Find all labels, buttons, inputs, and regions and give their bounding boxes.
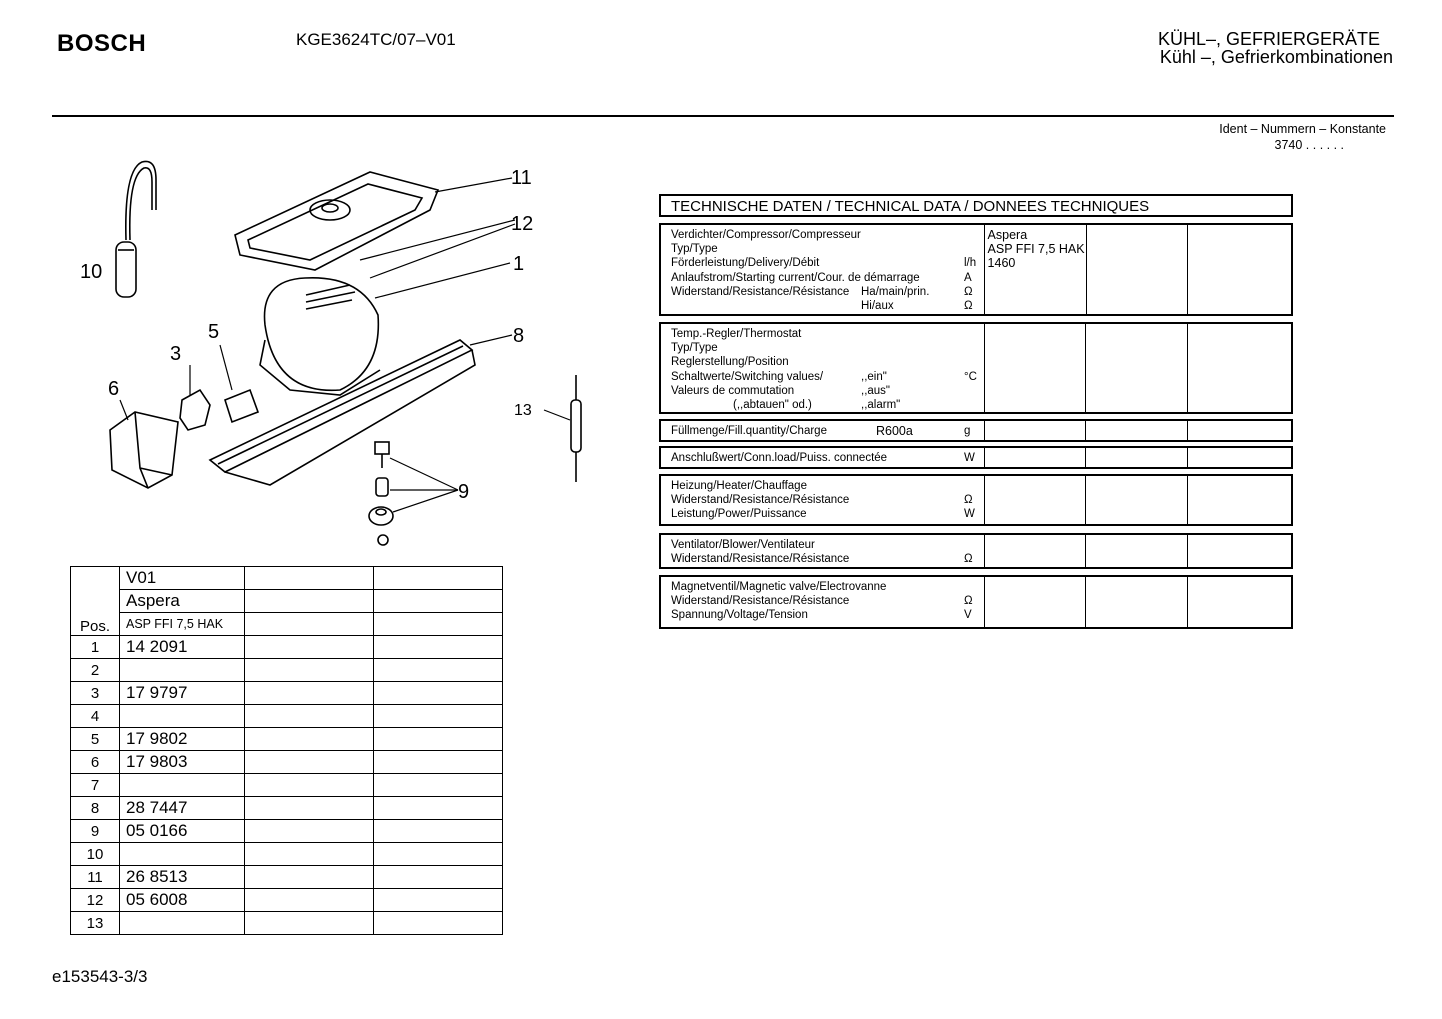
callout-6: 6 bbox=[108, 378, 120, 400]
capacitor-part bbox=[116, 161, 156, 297]
starting-current-label: Anlaufstrom/Starting current/Cour. de démarrage bbox=[671, 271, 920, 284]
table-row bbox=[71, 912, 503, 935]
on-label: ,,ein" bbox=[861, 370, 887, 383]
category-subtitle: Kühl –, Gefrierkombinationen bbox=[1159, 47, 1393, 67]
valve-voltage-label: Spannung/Voltage/Tension bbox=[671, 609, 808, 622]
off-label: ,,aus" bbox=[861, 384, 891, 397]
part-number: 05 6008 bbox=[120, 889, 245, 912]
ident-value: 3740 . . . . . . bbox=[1274, 138, 1344, 152]
table-row bbox=[71, 636, 503, 659]
brand-logo: BOSCH bbox=[57, 30, 147, 57]
compressor-type: ASP FFI 7,5 HAK bbox=[987, 242, 1085, 256]
compressor-label: Verdichter/Compressor/Compresseur bbox=[671, 229, 861, 241]
valve-label: Magnetventil/Magnetic valve/Electrovanne bbox=[671, 581, 887, 593]
tech-title: TECHNISCHE DATEN / TECHNICAL DATA / DONNEES TECHNIQUES bbox=[659, 194, 1293, 217]
type-label: Typ/Type bbox=[671, 243, 718, 256]
model-number: KGE3624TC/07–V01 bbox=[296, 30, 456, 49]
relay-parts bbox=[180, 390, 258, 430]
valve-section bbox=[659, 575, 1293, 629]
delivery-unit: l/h bbox=[964, 257, 977, 270]
mounting-rail-part bbox=[210, 340, 475, 485]
pos-number: 5 bbox=[71, 728, 120, 751]
heater-label: Heizung/Heater/Chauffage bbox=[671, 480, 807, 492]
callout-5: 5 bbox=[208, 321, 220, 343]
resistance-label: Widerstand/Resistance/Résistance bbox=[671, 285, 850, 298]
gram-unit: g bbox=[964, 425, 971, 437]
part-number: 17 9802 bbox=[120, 728, 245, 751]
part-number bbox=[120, 774, 245, 797]
compressor-part bbox=[260, 278, 380, 395]
part-number: 14 2091 bbox=[120, 636, 245, 659]
thermostat-label: Temp.-Regler/Thermostat bbox=[671, 328, 802, 340]
header-type: ASP FFI 7,5 HAK bbox=[120, 613, 245, 636]
pos-number: 6 bbox=[71, 751, 120, 774]
refrigerant: R600a bbox=[876, 424, 913, 438]
main-winding: Ha/main/prin. bbox=[861, 285, 930, 298]
table-row bbox=[71, 866, 503, 889]
pos-number: 2 bbox=[71, 659, 120, 682]
table-row bbox=[71, 751, 503, 774]
table-row bbox=[71, 728, 503, 751]
leader-lines bbox=[120, 178, 570, 512]
pos-number: 11 bbox=[71, 866, 120, 889]
callout-1: 1 bbox=[513, 253, 525, 275]
header-manufacturer: Aspera bbox=[120, 590, 245, 613]
watt-unit: W bbox=[964, 508, 975, 521]
table-row bbox=[71, 843, 503, 866]
part-number: 17 9803 bbox=[120, 751, 245, 774]
table-row bbox=[71, 659, 503, 682]
volt-unit: V bbox=[964, 609, 972, 622]
current-unit: A bbox=[964, 271, 972, 284]
table-row bbox=[71, 820, 503, 843]
part-number bbox=[120, 705, 245, 728]
compressor-section bbox=[659, 223, 1293, 316]
parts-table bbox=[70, 566, 503, 935]
part-number: 28 7447 bbox=[120, 797, 245, 820]
pos-number: 1 bbox=[71, 636, 120, 659]
ohm-unit: Ω bbox=[964, 285, 973, 298]
pos-number: 9 bbox=[71, 820, 120, 843]
aux-winding: Hi/aux bbox=[861, 300, 894, 313]
table-row bbox=[71, 889, 503, 912]
heater-section bbox=[659, 474, 1293, 526]
table-row bbox=[71, 705, 503, 728]
commutation-label: Valeurs de commutation bbox=[671, 384, 795, 397]
thermostat-type-label: Typ/Type bbox=[671, 342, 718, 355]
charge-section bbox=[659, 419, 1293, 442]
connected-load-label: Anschlußwert/Conn.load/Puiss. connectée bbox=[671, 452, 888, 464]
callout-9: 9 bbox=[458, 481, 470, 503]
table-row bbox=[71, 682, 503, 705]
blower-resistance-label: Widerstand/Resistance/Résistance bbox=[671, 553, 850, 566]
tray-part bbox=[235, 172, 438, 270]
pos-number: 12 bbox=[71, 889, 120, 912]
pos-number: 7 bbox=[71, 774, 120, 797]
thermostat-section bbox=[659, 322, 1293, 414]
table-row bbox=[71, 797, 503, 820]
blower-label: Ventilator/Blower/Ventilateur bbox=[671, 539, 815, 551]
switching-label: Schaltwerte/Switching values/ bbox=[671, 370, 824, 383]
callout-10: 10 bbox=[80, 261, 103, 283]
fastener-parts bbox=[369, 442, 393, 545]
pos-number: 13 bbox=[71, 912, 120, 935]
watt-unit: W bbox=[964, 452, 975, 464]
table-row bbox=[71, 774, 503, 797]
compressor-delivery: 1460 bbox=[987, 256, 1016, 270]
cover-part bbox=[110, 412, 178, 488]
pos-number: 4 bbox=[71, 705, 120, 728]
alarm-label: ,,alarm" bbox=[861, 399, 901, 412]
ohm-unit: Ω bbox=[964, 595, 973, 608]
valve-resistance-label: Widerstand/Resistance/Résistance bbox=[671, 595, 850, 608]
part-number bbox=[120, 659, 245, 682]
pos-number: 3 bbox=[71, 682, 120, 705]
exploded-diagram bbox=[60, 150, 600, 560]
defrost-label: (,,abtauen" od.) bbox=[733, 399, 812, 412]
heater-power-label: Leistung/Power/Puissance bbox=[671, 508, 807, 521]
header-version: V01 bbox=[120, 567, 245, 590]
celsius-unit: °C bbox=[964, 370, 977, 383]
position-label: Reglerstellung/Position bbox=[671, 356, 789, 369]
pos-header: Pos. bbox=[71, 567, 120, 636]
delivery-label: Förderleistung/Delivery/Débit bbox=[671, 257, 820, 270]
ohm-unit: Ω bbox=[964, 300, 973, 313]
heater-resistance-label: Widerstand/Resistance/Résistance bbox=[671, 494, 850, 507]
connected-load-section bbox=[659, 446, 1293, 469]
ohm-unit: Ω bbox=[964, 553, 973, 566]
callout-11: 11 bbox=[511, 167, 532, 189]
part-number bbox=[120, 843, 245, 866]
callout-8: 8 bbox=[513, 325, 525, 347]
part-number: 05 0166 bbox=[120, 820, 245, 843]
callout-3: 3 bbox=[170, 343, 182, 365]
part-number bbox=[120, 912, 245, 935]
callout-12: 12 bbox=[511, 213, 534, 235]
charge-label: Füllmenge/Fill.quantity/Charge bbox=[671, 425, 827, 437]
category-title: KÜHL–, GEFRIERGERÄTE bbox=[1157, 29, 1380, 49]
ohm-unit: Ω bbox=[964, 494, 973, 507]
compressor-make: Aspera bbox=[987, 228, 1028, 242]
callout-13: 13 bbox=[514, 402, 532, 419]
part-number: 17 9797 bbox=[120, 682, 245, 705]
part-number: 26 8513 bbox=[120, 866, 245, 889]
header-divider bbox=[52, 115, 1394, 117]
pos-number: 10 bbox=[71, 843, 120, 866]
drier-part bbox=[571, 375, 581, 482]
ident-label: Ident – Nummern – Konstante bbox=[1219, 122, 1386, 136]
document-id: e153543-3/3 bbox=[52, 967, 148, 986]
pos-number: 8 bbox=[71, 797, 120, 820]
blower-section bbox=[659, 533, 1293, 569]
